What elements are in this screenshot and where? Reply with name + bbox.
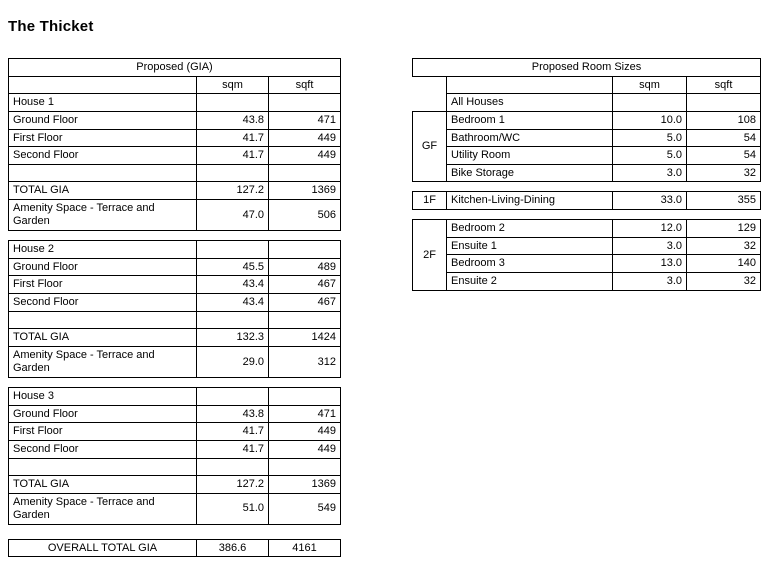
table-row xyxy=(9,405,341,423)
row-label: Ground Floor xyxy=(9,258,197,276)
table-row-total xyxy=(9,182,341,200)
row-label: Second Floor xyxy=(9,440,197,458)
total-label: TOTAL GIA xyxy=(9,329,197,347)
column-header-blank xyxy=(447,76,613,94)
blank-cell xyxy=(269,387,341,405)
blank-cell xyxy=(197,311,269,329)
amenity-sqft: 506 xyxy=(269,200,341,231)
house-name: House 2 xyxy=(9,241,197,259)
proposed-gia-table xyxy=(8,58,341,231)
row-sqm: 43.4 xyxy=(197,294,269,312)
table-row-section xyxy=(413,94,761,112)
table-header-row xyxy=(413,59,761,77)
row-sqm: 41.7 xyxy=(197,423,269,441)
blank-cell xyxy=(197,387,269,405)
table-row-total xyxy=(9,476,341,494)
row-sqft: 449 xyxy=(269,129,341,147)
row-sqm: 43.4 xyxy=(197,276,269,294)
room-label: Ensuite 2 xyxy=(447,273,613,291)
table-row xyxy=(9,147,341,165)
room-label: Utility Room xyxy=(447,147,613,165)
table-row-amenity xyxy=(9,493,341,524)
overall-total-table xyxy=(8,539,341,558)
blank-cell xyxy=(413,94,447,112)
table-row xyxy=(413,220,761,238)
second-floor-table xyxy=(412,219,761,291)
row-sqm: 43.8 xyxy=(197,111,269,129)
table-row xyxy=(9,440,341,458)
table-row xyxy=(9,129,341,147)
total-sqft: 1369 xyxy=(269,476,341,494)
room-sqft: 54 xyxy=(687,129,761,147)
row-sqft: 449 xyxy=(269,440,341,458)
house-name: House 1 xyxy=(9,94,197,112)
blank-cell xyxy=(269,94,341,112)
total-label: TOTAL GIA xyxy=(9,476,197,494)
proposed-room-sizes-heading: Proposed Room Sizes xyxy=(413,59,761,77)
column-header-sqft: sqft xyxy=(269,76,341,94)
table-row-overall xyxy=(9,539,341,557)
amenity-sqm: 47.0 xyxy=(197,200,269,231)
proposed-room-sizes-table xyxy=(412,58,761,182)
proposed-gia-section xyxy=(8,58,340,557)
table-row xyxy=(413,111,761,129)
room-sqm: 5.0 xyxy=(613,147,687,165)
row-label: First Floor xyxy=(9,276,197,294)
table-spacer xyxy=(8,378,340,387)
table-row xyxy=(413,237,761,255)
house-3-table xyxy=(8,387,341,525)
blank-cell xyxy=(197,458,269,476)
row-sqft: 471 xyxy=(269,111,341,129)
room-sqm: 3.0 xyxy=(613,273,687,291)
blank-cell xyxy=(269,241,341,259)
table-row-amenity xyxy=(9,346,341,377)
row-label: First Floor xyxy=(9,129,197,147)
table-row-amenity xyxy=(9,200,341,231)
total-sqft: 1424 xyxy=(269,329,341,347)
table-row xyxy=(9,423,341,441)
blank-cell xyxy=(9,311,197,329)
table-row xyxy=(9,241,341,259)
row-sqft: 489 xyxy=(269,258,341,276)
table-spacer xyxy=(412,182,760,191)
room-sqm: 13.0 xyxy=(613,255,687,273)
table-spacer xyxy=(412,210,760,219)
row-sqm: 41.7 xyxy=(197,147,269,165)
column-header-blank xyxy=(9,76,197,94)
row-label: Second Floor xyxy=(9,294,197,312)
room-sqft: 32 xyxy=(687,164,761,182)
room-sqft: 140 xyxy=(687,255,761,273)
amenity-sqft: 312 xyxy=(269,346,341,377)
overall-total-sqft: 4161 xyxy=(269,539,341,557)
amenity-label: Amenity Space - Terrace and Garden xyxy=(9,493,197,524)
room-sqm: 33.0 xyxy=(613,192,687,210)
overall-total-sqm: 386.6 xyxy=(197,539,269,557)
house-2-table xyxy=(8,240,341,378)
row-label: Second Floor xyxy=(9,147,197,165)
room-label: Bedroom 2 xyxy=(447,220,613,238)
room-label: Ensuite 1 xyxy=(447,237,613,255)
floor-label-1f: 1F xyxy=(413,192,447,210)
table-row xyxy=(413,192,761,210)
room-sqft: 108 xyxy=(687,111,761,129)
room-sqm: 12.0 xyxy=(613,220,687,238)
table-row xyxy=(413,273,761,291)
overall-total-label: OVERALL TOTAL GIA xyxy=(9,539,197,557)
total-label: TOTAL GIA xyxy=(9,182,197,200)
blank-cell xyxy=(197,241,269,259)
section-label-all-houses: All Houses xyxy=(447,94,613,112)
first-floor-table xyxy=(412,191,761,210)
table-column-header-row xyxy=(9,76,341,94)
table-row xyxy=(413,255,761,273)
blank-cell xyxy=(269,458,341,476)
blank-cell xyxy=(413,76,447,94)
room-sqft: 32 xyxy=(687,237,761,255)
table-row xyxy=(9,276,341,294)
row-sqm: 43.8 xyxy=(197,405,269,423)
proposed-room-sizes-section xyxy=(412,58,760,291)
row-label: Ground Floor xyxy=(9,111,197,129)
room-sqft: 129 xyxy=(687,220,761,238)
total-sqm: 132.3 xyxy=(197,329,269,347)
table-header-row xyxy=(9,59,341,77)
blank-cell xyxy=(269,164,341,182)
blank-cell xyxy=(9,458,197,476)
table-row xyxy=(413,164,761,182)
room-sqft: 54 xyxy=(687,147,761,165)
room-label: Bedroom 1 xyxy=(447,111,613,129)
row-sqm: 45.5 xyxy=(197,258,269,276)
room-sqft: 32 xyxy=(687,273,761,291)
table-spacer xyxy=(8,525,340,539)
page-title: The Thicket xyxy=(8,18,94,35)
table-row xyxy=(9,387,341,405)
row-sqm: 41.7 xyxy=(197,440,269,458)
table-row-blank xyxy=(9,311,341,329)
amenity-label: Amenity Space - Terrace and Garden xyxy=(9,200,197,231)
table-row xyxy=(413,129,761,147)
proposed-gia-heading: Proposed (GIA) xyxy=(9,59,341,77)
room-label: Bathroom/WC xyxy=(447,129,613,147)
room-sqm: 5.0 xyxy=(613,129,687,147)
column-header-sqm: sqm xyxy=(613,76,687,94)
table-column-header-row xyxy=(413,76,761,94)
total-sqm: 127.2 xyxy=(197,182,269,200)
room-sqm: 10.0 xyxy=(613,111,687,129)
row-sqft: 449 xyxy=(269,147,341,165)
blank-cell xyxy=(687,94,761,112)
amenity-sqft: 549 xyxy=(269,493,341,524)
table-row xyxy=(413,147,761,165)
blank-cell xyxy=(613,94,687,112)
table-row-blank xyxy=(9,458,341,476)
amenity-sqm: 51.0 xyxy=(197,493,269,524)
house-name: House 3 xyxy=(9,387,197,405)
table-row-blank xyxy=(9,164,341,182)
room-sqm: 3.0 xyxy=(613,237,687,255)
row-label: First Floor xyxy=(9,423,197,441)
table-row xyxy=(9,258,341,276)
row-sqm: 41.7 xyxy=(197,129,269,147)
column-header-sqft: sqft xyxy=(687,76,761,94)
row-sqft: 467 xyxy=(269,276,341,294)
table-row xyxy=(9,111,341,129)
floor-label-gf: GF xyxy=(413,111,447,182)
total-sqft: 1369 xyxy=(269,182,341,200)
row-sqft: 471 xyxy=(269,405,341,423)
room-sqm: 3.0 xyxy=(613,164,687,182)
row-sqft: 449 xyxy=(269,423,341,441)
room-sqft: 355 xyxy=(687,192,761,210)
room-label: Kitchen-Living-Dining xyxy=(447,192,613,210)
column-header-sqm: sqm xyxy=(197,76,269,94)
blank-cell xyxy=(269,311,341,329)
blank-cell xyxy=(9,164,197,182)
table-row xyxy=(9,294,341,312)
amenity-label: Amenity Space - Terrace and Garden xyxy=(9,346,197,377)
blank-cell xyxy=(197,94,269,112)
table-row xyxy=(9,94,341,112)
room-label: Bedroom 3 xyxy=(447,255,613,273)
floor-label-2f: 2F xyxy=(413,220,447,291)
table-spacer xyxy=(8,231,340,240)
amenity-sqm: 29.0 xyxy=(197,346,269,377)
blank-cell xyxy=(197,164,269,182)
row-label: Ground Floor xyxy=(9,405,197,423)
total-sqm: 127.2 xyxy=(197,476,269,494)
table-row-total xyxy=(9,329,341,347)
row-sqft: 467 xyxy=(269,294,341,312)
room-label: Bike Storage xyxy=(447,164,613,182)
